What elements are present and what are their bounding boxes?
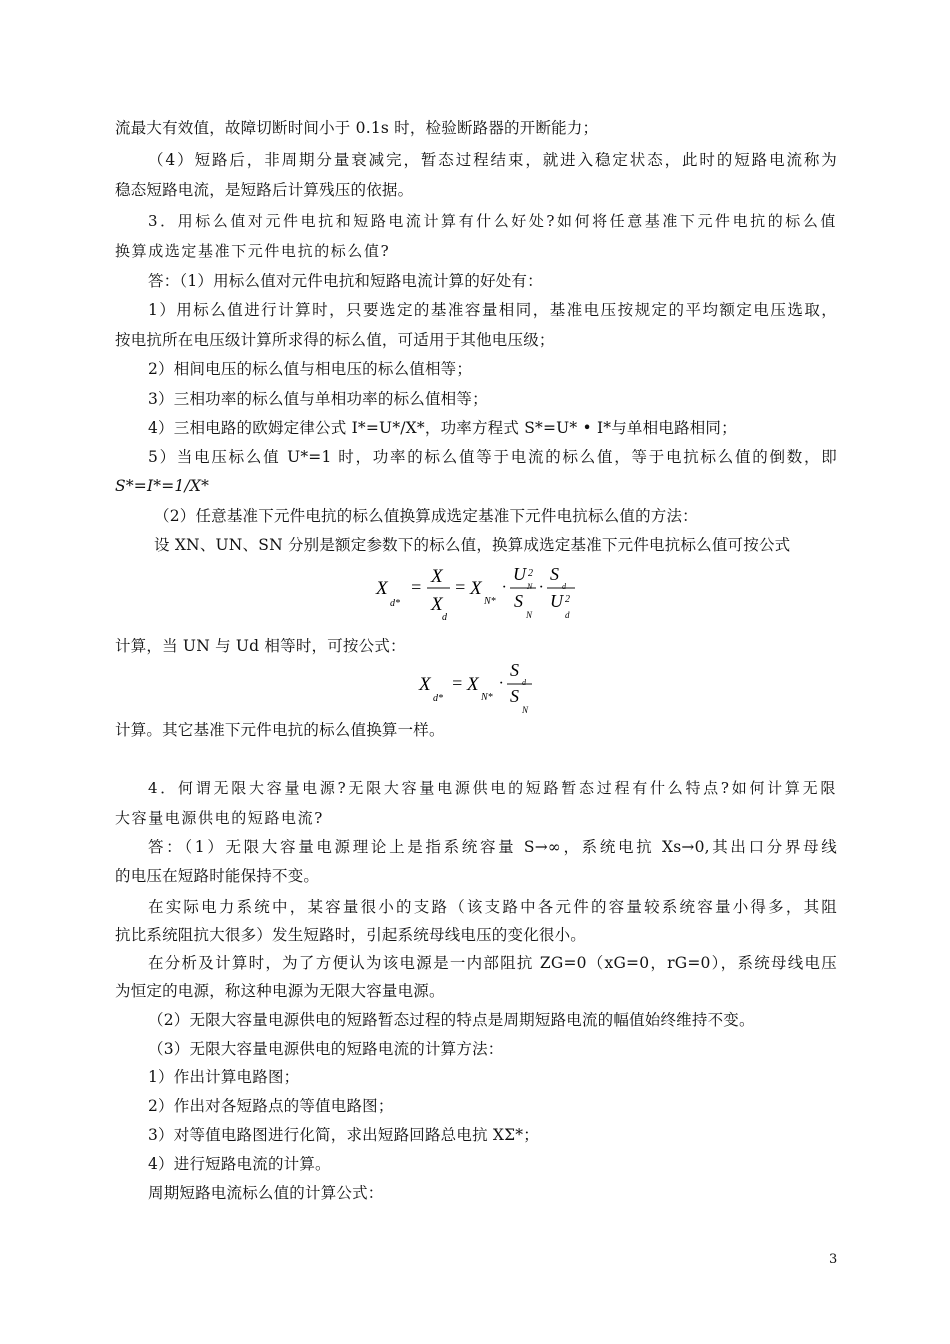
paragraph-line: 在实际电力系统中，某容量很小的支路（该支路中各元件的容量较系统容量小得多，其阻 — [148, 898, 837, 916]
paragraph-line: 抗比系统阻抗大很多）发生短路时，引起系统母线电压的变化很小。 — [115, 926, 587, 944]
formula-symbol: X — [376, 578, 388, 599]
formula-subscript: d — [565, 610, 570, 620]
page-number: 3 — [829, 1252, 838, 1267]
paragraph-line: 为恒定的电源，称这种电源为无限大容量电源。 — [115, 982, 445, 1000]
formula-numerator: S — [550, 564, 559, 584]
formula-operator: = — [454, 577, 467, 597]
paragraph-line: 周期短路电流标么值的计算公式： — [148, 1184, 384, 1202]
formula-subscript: N* — [481, 692, 493, 703]
question-heading: 3．用标么值对元件电抗和短路电流计算有什么好处?如何将任意基准下元件电抗的标么值 — [148, 212, 837, 230]
list-item: 3）三相功率的标么值与单相功率的标么值相等； — [148, 390, 488, 408]
paragraph-line: （3）无限大容量电源供电的短路电流的计算方法： — [148, 1040, 504, 1058]
list-item: 4）三相电路的欧姆定律公式 I*=U*/X*，功率方程式 S*=U* • I*与单相电路相同； — [148, 419, 737, 437]
simplified-formula — [415, 656, 545, 718]
formula-subscript: N — [527, 582, 533, 591]
formula-operator: · — [499, 675, 503, 692]
formula-denominator: S — [514, 591, 523, 611]
formula-operator: · — [502, 579, 506, 596]
formula-denominator: S — [510, 686, 519, 706]
list-item: 5）当电压标么值 U*=1 时，功率的标么值等于电流的标么值，等于电抗标么值的倒数，即 — [148, 448, 837, 466]
formula-subscript: d — [522, 678, 526, 687]
list-item: 2）作出对各短路点的等值电路图； — [148, 1097, 394, 1115]
question-heading: 大容量电源供电的短路电流? — [115, 809, 324, 827]
formula-numerator: S — [510, 660, 519, 680]
formula-superscript: 2 — [565, 594, 570, 605]
formula-subscript: d — [442, 612, 447, 623]
formula-denominator: U — [550, 591, 563, 611]
formula-superscript: 2 — [528, 568, 533, 579]
paragraph-line: 计算，当 UN 与 Ud 相等时，可按公式： — [115, 637, 406, 655]
list-item: 3）对等值电路图进行化简，求出短路回路总电抗 XΣ*； — [148, 1126, 539, 1144]
list-item: 4）进行短路电流的计算。 — [148, 1155, 331, 1173]
paragraph-line: 的电压在短路时能保持不变。 — [115, 867, 320, 885]
formula-subscript: d — [562, 582, 566, 591]
answer-line: 答：（1）无限大容量电源理论上是指系统容量 S→∞，系统电抗 Xs→0,其出口分界母线 — [148, 838, 837, 856]
formula-denominator: X — [431, 594, 443, 615]
formula-operator: = — [451, 673, 464, 693]
question-heading: 4．何谓无限大容量电源?无限大容量电源供电的短路暂态过程有什么特点?如何计算无限 — [148, 779, 837, 797]
paragraph-line: （2）任意基准下元件电抗的标么值换算成选定基准下元件电抗标么值的方法： — [154, 507, 698, 525]
paragraph-line: 设 XN、UN、SN 分别是额定参数下的标么值，换算成选定基准下元件电抗标么值可按公式 — [154, 536, 791, 554]
paragraph-line: S*=I*=1/X* — [115, 477, 210, 495]
formula-subscript: d* — [433, 693, 443, 704]
list-item: 1）作出计算电路图； — [148, 1068, 300, 1086]
paragraph-line: 1）用标么值进行计算时，只要选定的基准容量相同，基准电压按规定的平均额定电压选取， — [148, 301, 837, 319]
formula-subscript: N* — [484, 596, 496, 607]
formula-subscript: N — [522, 705, 529, 715]
paragraph-line: 流最大有效值，故障切断时间小于 0.1s 时，检验断路器的开断能力； — [115, 119, 599, 137]
paragraph-line: （2）无限大容量电源供电的短路暂态过程的特点是周期短路电流的幅值始终维持不变。 — [148, 1011, 755, 1029]
formula-subscript: N — [526, 610, 533, 620]
conversion-formula — [370, 558, 610, 624]
formula-symbol: X — [467, 674, 479, 695]
paragraph-line: 按电抗所在电压级计算所求得的标么值，可适用于其他电压级； — [115, 331, 555, 349]
paragraph-line: （4）短路后，非周期分量衰减完，暂态过程结束，就进入稳定状态，此时的短路电流称为 — [148, 151, 837, 169]
list-item: 2）相间电压的标么值与相电压的标么值相等； — [148, 360, 473, 378]
formula-numerator: U — [513, 564, 526, 584]
paragraph-line: 稳态短路电流，是短路后计算残压的依据。 — [115, 181, 414, 199]
formula-symbol: X — [470, 578, 482, 599]
paragraph-line: 在分析及计算时，为了方便认为该电源是一内部阻抗 ZG=0（xG=0，rG=0），系统母线电压 — [148, 954, 837, 972]
formula-subscript: d* — [390, 598, 400, 609]
formula-operator: · — [539, 579, 543, 596]
question-heading: 换算成选定基准下元件电抗的标么值? — [115, 242, 391, 260]
paragraph-line: 计算。其它基准下元件电抗的标么值换算一样。 — [115, 721, 445, 739]
answer-line: 答：（1）用标么值对元件电抗和短路电流计算的好处有： — [148, 272, 543, 290]
formula-numerator: X — [431, 566, 443, 587]
formula-symbol: X — [419, 674, 431, 695]
formula-operator: = — [410, 577, 423, 597]
